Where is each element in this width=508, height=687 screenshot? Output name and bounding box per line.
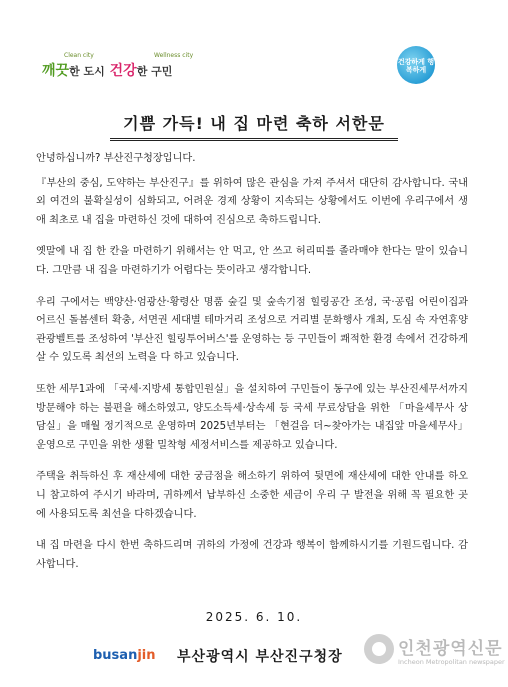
paragraph-5: 주택을 취득하신 후 재산세에 대한 궁금점을 해소하기 위하여 뒷면에 재산세에 대한 안내를 하오니 참고하여 주시기 바라며, 귀하께서 납부하신 소중한 세금이 우리 구 발전을 위해 꼭 필요한 곳에 사용되도록 최선을 다하겠습니다. (36, 471, 468, 520)
letterhead (0, 0, 508, 100)
paragraph-1: 『부산의 중심, 도약하는 부산진구』를 위하여 많은 관심을 가져 주셔서 대단히 감사합니다. 국내외 여건의 불확실성이 심화되고, 어려운 경제 상황이 지속되는 상황에서도 이번에 우리구에서 생애 최초로 내 집을 마련하신 것에 대하여 진심으로 축하드립니다. (36, 177, 468, 226)
letter-title: 기쁨 가득! 내 집 마련 축하 서한문 (123, 114, 385, 133)
watermark-subtitle: Incheon Metropolitan newspaper (398, 658, 505, 666)
paragraph-6: 내 집 마련을 다시 한번 축하드리며 귀하의 가정에 건강과 행복이 함께하시기를 기원드립니다. 감사합니다. (36, 540, 468, 570)
greeting: 안녕하십니까? 부산진구청장입니다. (36, 153, 196, 164)
watermark-name: 인천광역신문 (398, 639, 503, 659)
clean-city-tag: Clean city (64, 52, 94, 59)
letter-title-box (110, 112, 398, 141)
wellness-city-tag: Wellness city (154, 52, 194, 59)
letter-date: 2025. 6. 10. (205, 610, 303, 624)
busanjin-logo: busanjin (93, 648, 156, 663)
paragraph-2: 옛말에 내 집 한 칸을 마련하기 위해서는 안 먹고, 안 쓰고 허리띠를 졸라매야 한다는 말이 있습니다. 그만큼 내 집을 마련하기가 어렵다는 뜻이라고 생각합니다. (36, 246, 468, 276)
letter-body (36, 150, 468, 587)
watermark-logo-icon (364, 634, 394, 664)
slogan-text: 깨끗한 도시 건강한 구민 (42, 63, 173, 79)
paragraph-4: 또한 세무1과에 「국세·지방세 통합민원실」을 설치하여 구민들이 동구에 있는 부산진세무서까지 방문해야 하는 불편을 해소하였고, 양도소득세·상속세 등 국세 무료상담을 위한 「마을세무사 상담실」을 매월 정기적으로 운영하며 2025년부터는 「현걸음 더~찾아가는 내집앞 마을세무사」 운영으로 구민을 위한 생활 밀착형 세정서비스를 제공하고 있습니다. (36, 383, 468, 451)
paragraph-3: 우리 구에서는 백양산·엄광산·황령산 명품 숲길 및 숲속기점 힐링공간 조성, 국·공립 어린이집과 어르신 돌봄센터 확충, 서면권 세대별 테마거리 조성으로 거리별 문화행사 개최, 도심 속 자연휴양 관광벨트를 조성하여 '부산진 힐링투어버스'를 운영하는 등 구민들이 쾌적한 환경 속에서 건강하게 살 수 있도록 최선의 노력을 다 하고 있습니다. (36, 296, 469, 364)
slogan-logo (42, 46, 212, 86)
signature: 부산광역시 부산진구청장 (177, 649, 343, 665)
newspaper-watermark (364, 628, 504, 674)
district-emblem-icon: 건강하게 행복하게 (397, 46, 435, 84)
